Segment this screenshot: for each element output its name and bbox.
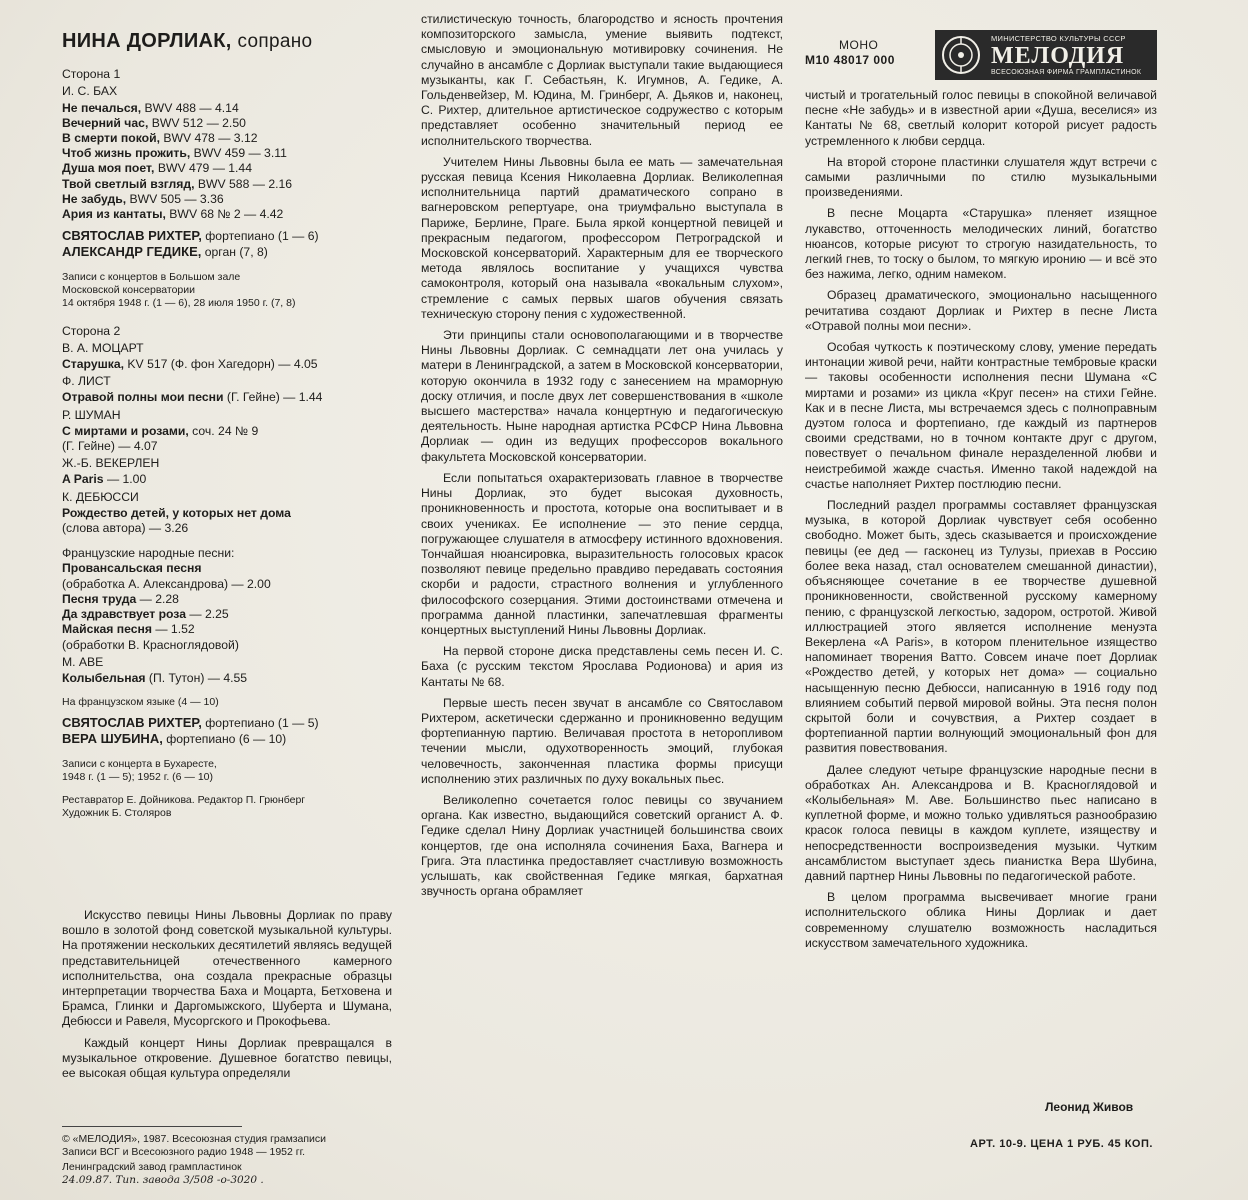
composer: Ж.-Б. ВЕКЕРЛЕН — [62, 456, 160, 471]
liner-notes-column-2: стилистическую точность, благородство и ясность прочтения композиторского замысла, умение выявить подтекст, смысловую и эмоциональную мотивировку сочинения. Не случайно в ансамбле с Дорлиак выступали такие выдающиеся музыканты, как Г. Себастьян, К. Игумнов, А. Гедике, А. Гольденвейзер, М. Юдина, М. Гринберг, А. Дьяков и, наконец, С. Рихтер, длительное артистическое содружество с которым представляет особенно значительный период ее исполнительского творчества. Учителем Нины Львовны была ее мать — замечательная русская певица Ксения Николаевна Дорлиак. Великолепная исполнительница партий драматического сопрано в вагнеровском репертуаре, она триумфально выступала в Париже, Берлине, Праге. Была яркой концертной певицей и прекрасным педагогом, профессором Петроградской и Московской консерваторий. Характерным для ее творческого метода являлось воспитание у учащихся чувства самоконтроля, который она называла «вокальным слухом», стремление с самых первых шагов обучения связать техническую сторону пения с художественной. Эти принципы стали основополагающими и в творчестве Нины Львовны Дорлиак. С семнадцати лет она училась у матери в Ленинградской, а затем в Московской консерватории, которую окончила в 1932 году с занесением на мраморную доску отличия, и после двух лет совершенствования в «школе высшего мастерства» начала концертную и педагогическую деятельность. Ныне народная артистка РСФСР Нина Львовна Дорлиак — один из ведущих профессоров вокального факультета Московской консерватории. Если попытаться охарактеризовать главное в творчестве Нины Дорлиак, это будет высокая духовность, проникновенность и простота, которые она воспитывает и в своих учениках. Ее исполнение — это пение сердца, погружающее слушателя в атмосферу истинного вдохновения. Тончайшая нюансировка, выразительность голосовых красок позволяют певице предельно правдиво передавать состояния скорби и радости, страстного волнения и углубленного философского созерцания. Этими достоинствами отмечена и программа данной пластинки, запечатлевшая фрагменты концертных выступлений Нины Львовны Дорлиак. На первой стороне диска представлены семь песен И. С. Баха (с русским текстом Ярослава Родионова) и ария из Кантаты № 68. Первые шесть песен звучат в ансамбле со Святославом Рихтером, аскетически сдержанно и проникновенно ведущим фортепианную партию. Величавая простота в неторопливом течении мысли, одухотворенность эмоций, глубокая человечность, законченная пластика формы присущи исполнению этих различных по духу вокальных пьес. Великолепно сочетается голос певицы со звучанием органа. Как известно, выдающийся советский органист А. Ф. Гедике сделал Нину Дорлиак участницей большинства своих концертов, где она исполняла сочинения Баха, Вагнера и Грига. Эта пластинка предоставляет счастливую возможность услышать, как свойственная Гедике мягкая, бархатная звучность органа обрамляет — [421, 12, 783, 899]
recording-info: Записи с концертов в Большом зале Московской консерватории 14 октября 1948 г. (1 — 6), 28 июля 1950 г. (7, 8) — [62, 270, 296, 309]
track: Рождество детей, у которых нет дома — [62, 505, 291, 520]
track: Душа моя поет, BWV 479 — 1.44 — [62, 161, 252, 176]
track: Старушка, KV 517 (Ф. фон Хагедорн) — 4.05 — [62, 357, 318, 372]
liner-notes-intro: Искусство певицы Нины Львовны Дорлиак по праву вошло в золотой фонд советской музыкальной культуры. На протяжении нескольких десятилетий являясь ведущей представительницей отечественного камерного исполнительства, она создала прекрасные образцы интерпретации творчества Баха и Моцарта, Бетховена и Брамса, Глинки и Даргомыжского, Шуберта и Шумана, Дебюсси и Равеля, Мусоргского и Прокофьева. Каждый концерт Нины Дорлиак превращался в музыкальное откровение. Душевное богатство певицы, ее высокая общая культура определяли — [62, 908, 392, 1081]
composer: Р. ШУМАН — [62, 407, 121, 422]
performer: СВЯТОСЛАВ РИХТЕР, фортепиано (1 — 6) — [62, 228, 319, 244]
track: Не забудь, BWV 505 — 3.36 — [62, 191, 224, 206]
side-2-heading: Сторона 2 — [62, 323, 121, 338]
footer-divider — [62, 1126, 242, 1127]
track: Вечерний час, BWV 512 — 2.50 — [62, 115, 246, 130]
page-title: НИНА ДОРЛИАК, сопрано — [62, 30, 313, 52]
credits: Реставратор Е. Дойникова. Редактор П. Грюнберг Художник Б. Столяров — [62, 793, 306, 819]
composer: М. АВЕ — [62, 654, 104, 669]
track: Ария из кантаты, BWV 68 № 2 — 4.42 — [62, 207, 284, 222]
performer: АЛЕКСАНДР ГЕДИКЕ, орган (7, 8) — [62, 244, 268, 260]
copyright-block: © «МЕЛОДИЯ», 1987. Всесоюзная студия грамзаписи Записи ВСГ и Всесоюзного радио 1948 — 1952 гг. Ленинградский завод грампластинок 24.09.87. Тип. завода 3/508 -о-3020 . — [62, 1133, 392, 1186]
composer: Ф. ЛИСТ — [62, 374, 111, 389]
composer: К. ДЕБЮССИ — [62, 489, 139, 504]
track: Провансальская песня — [62, 561, 202, 576]
track: Колыбельная (П. Тутон) — 4.55 — [62, 670, 248, 685]
track: Песня труда — 2.28 — [62, 591, 179, 606]
plant-name: Ленинградский завод грампластинок — [62, 1161, 242, 1173]
track: Не печалься, BWV 488 — 4.14 — [62, 100, 239, 115]
track: A Paris — 1.00 — [62, 472, 147, 487]
track: С миртами и розами, соч. 24 № 9 — [62, 423, 259, 438]
handwritten-date: 24.09.87. Тип. завода 3/508 -о-3020 . — [62, 1173, 264, 1186]
track-detail: (Г. Гейне) — 4.07 — [62, 439, 158, 454]
track: В смерти покой, BWV 478 — 3.12 — [62, 131, 258, 146]
arrangement-note: (обработки В. Красноглядовой) — [62, 637, 239, 652]
track-listing — [62, 30, 392, 820]
catalog-number: МОНО М10 48017 000 — [805, 38, 895, 67]
author-signature: Леонид Живов — [1045, 1100, 1134, 1114]
side-1-tracks — [62, 101, 392, 223]
track-detail: (обработка А. Александрова) — 2.00 — [62, 576, 271, 591]
track: Да здравствует роза — 2.25 — [62, 607, 229, 622]
liner-notes-column-3: чистый и трогательный голос певицы в спокойной величавой песне «Не забудь» и в известной арии «Душа, веселися» из Кантаты № 68, светлый колорит которой рисует радость устремленного к любви сердца. На второй стороне пластинки слушателя ждут встречи с самыми различными по стилю музыкальными произведениями. В песне Моцарта «Старушка» пленяет изящное лукавство, отточенность мелодических линий, богатство нюансов, которые рисуют то строгую назидательность, то легкий гнев, то тоску о былом, то мягкую иронию — и всё это без нажима, легко, одним намеком. Образец драматического, эмоционально насыщенного речитатива создают Дорлиак и Рихтер в песне Листа «Отравой полны мои песни». Особая чуткость к поэтическому слову, умение передать интонации живой речи, найти контрастные тембровые краски — таковы особенности исполнения песни Шумана «С миртами и розами» из цикла «Круг песен» на стихи Гейне. Как и в песне Листа, мы встречаемся здесь с полноправным дуэтом голоса и фортепиано, где каждый из партнеров своими средствами, но в точном контакте друг с другом, повествует о печальном финале неразделенной любви и неистребимой жажде счастья. Именно такой надеждой на счастье наполняет Рихтер постлюдию песни. Последний раздел программы составляет французская музыка, в которой Дорлиак чувствует себя особенно свободно. Может быть, здесь сказывается и происхождение певицы (ее дед — гасконец из Тулузы, приехав в Россию более века назад, стал основателем смешанной династии), объясняющее сочетание в ее творчестве душевной проникновенности, свойственной русскому камерному пению, с французской легкостью, задором, остротой. Живой иллюстрацией этого является исполнение менуэта Векерлена «A Paris», в котором пленительное изящество напоминает творения Ватто. Совсем иначе поет Дорлиак «Рождество детей, у которых нет дома» — социально насыщенную песню Дебюсси, написанную в 1916 году под влиянием событий первой мировой войны. Эта песня полон скрытой боли и сочувствия, а Рихтер создает в фортепианной партии волнующий эмоциональный фон для развития повествования. Далее следуют четыре французские народные песни в обработках Ан. Александрова и В. Красноглядовой и «Колыбельная» М. Аве. Большинство пьес написано в куплетной форме, и можно только удивляться разнообразию красок голоса певицы в каждом куплете, изяществу и непосредственности воспроизведения музыки. Чутким ансамблистом выступает здесь пианистка Вера Шубина, давний партнер Нины Львовны по педагогической работе. В целом программа высвечивает многие грани исполнительского облика Нины Дорлиак и дает современному слушателю возможность насладиться искусством замечательного художника. — [805, 88, 1157, 950]
folk-songs-heading: Французские народные песни: — [62, 546, 235, 561]
price-label: АРТ. 10-9. ЦЕНА 1 РУБ. 45 КОП. — [970, 1138, 1153, 1150]
composer: И. С. БАХ — [62, 84, 118, 99]
performer: СВЯТОСЛАВ РИХТЕР, фортепиано (1 — 5) — [62, 715, 319, 731]
composer: В. А. МОЦАРТ — [62, 340, 144, 355]
track: Майская песня — 1.52 — [62, 622, 195, 637]
track: Твой светлый взгляд, BWV 588 — 2.16 — [62, 176, 293, 191]
track: Чтоб жизнь прожить, BWV 459 — 3.11 — [62, 146, 287, 161]
language-note: На французском языке (4 — 10) — [62, 696, 219, 709]
vinyl-emblem-icon — [941, 35, 981, 75]
side-1-heading: Сторона 1 — [62, 67, 121, 82]
track-detail: (слова автора) — 3.26 — [62, 521, 189, 536]
recording-info: Записи с концерта в Бухаресте, 1948 г. (1 — 5); 1952 г. (6 — 10) — [62, 757, 217, 783]
melodiya-logo: МИНИСТЕРСТВО КУЛЬТУРЫ СССР МЕЛОДИЯ ВСЕСОЮЗНАЯ ФИРМА ГРАМПЛАСТИНОК — [935, 30, 1157, 80]
performer: ВЕРА ШУБИНА, фортепиано (6 — 10) — [62, 731, 287, 747]
track: Отравой полны мои песни (Г. Гейне) — 1.44 — [62, 390, 323, 405]
